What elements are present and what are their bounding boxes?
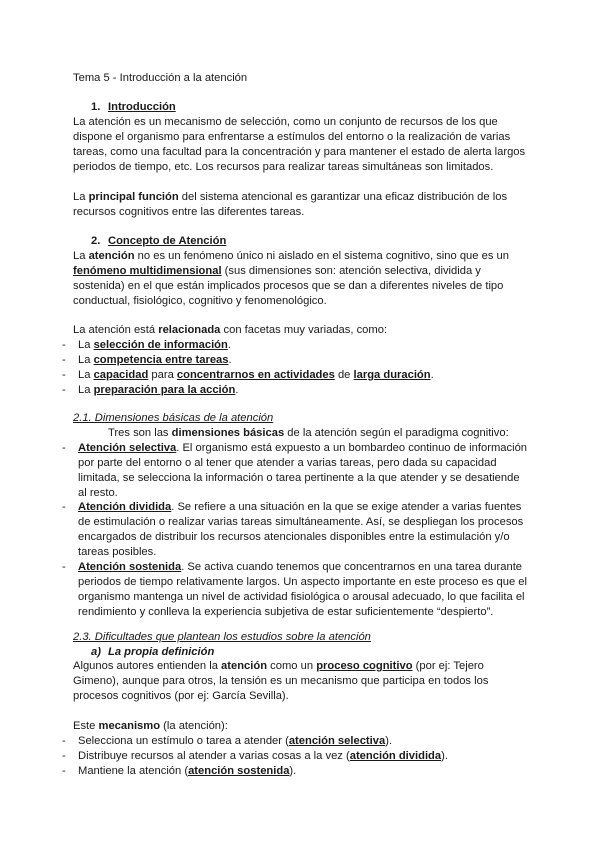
paragraph-line: dispone el organismo para enfrentarse a estímulos del entorno o la realización de varias: [73, 131, 511, 143]
section-2-title: Concepto de Atención: [108, 235, 227, 247]
paragraph-line: por parte del entorno o al tener que atender a varias tareas, pero dada su capacidad: [78, 457, 497, 469]
paragraph-line: tareas posibles.: [78, 546, 157, 558]
paragraph-line: tareas, como una facultad para la concentración y para mantener el estado de alerta largos: [73, 146, 526, 158]
paragraph-line: Gimeno), aunque para otros, la tensión es un mecanismo que participa en todos los: [73, 675, 489, 687]
paragraph-line: La atención es un mecanismo de selección, como un conjunto de recursos de los que: [73, 116, 498, 128]
paragraph-line: procesos cognitivos (por ej: García Sevilla).: [73, 690, 289, 702]
paragraph-line: Algunos autores entienden la atención como un proceso cognitivo (por ej: Tejero: [73, 660, 484, 672]
subsection-2-3-heading: 2.3. Dificultades que plantean los estudios sobre la atención: [73, 631, 371, 643]
bold-term: principal función: [88, 191, 179, 203]
paragraph-line: organismo mantenga un nivel de actividad fisiológica o arousal adecuado, lo que facilita el: [78, 591, 525, 603]
paragraph-line: conductual, fisiológico, cognitivo y fenomenológico.: [73, 295, 327, 307]
paragraph-line: encargados de distribuir los recursos atencionales disponibles entre la estimulación y/o: [78, 531, 510, 543]
section-2-number: 2.: [91, 235, 101, 247]
paragraph-line: sostenida) en el que están implicados procesos que se dan a diferentes niveles de tipo: [73, 280, 504, 292]
paragraph-line: periodos de tiempo, etc. Los recursos para realizar tareas simultáneas son limitados.: [73, 161, 494, 173]
paragraph-line: periodos de tiempo relativamente largos. Un aspecto importante en este proceso es que el: [78, 576, 528, 588]
section-1-number: 1.: [91, 101, 101, 113]
paragraph-line: recursos cognitivos entre las diferentes tareas.: [73, 206, 305, 218]
paragraph-line: Tres son las dimensiones básicas de la atención según el paradigma cognitivo:: [108, 427, 509, 439]
paragraph-line: La atención está relacionada con facetas muy variadas, como:: [73, 324, 388, 336]
paragraph-line: La atención no es un fenómeno único ni aislado en el sistema cognitivo, sino que es un: [73, 250, 509, 262]
paragraph-line: al resto.: [78, 487, 118, 499]
document-page: Tema 5 - Introducción a la atención 1. Introducción La atención es un mecanismo de selección, como un conjunto de recursos de los que dispone el organismo para enfrentarse a estímulos del entorno o la realización de varias tareas, como una facultad para la concentración y para mantener el estado de alerta largos periodos de tiempo, etc. Los recursos para realizar tareas simultáneas son limitados. La principal función del sistema atencional es garantizar una eficaz distribución de los recursos cognitivos entre las diferentes tareas. 2. Concepto de Atención La atención no es un fenómeno único ni aislado en el sistema cognitivo, sino que es un fenómeno multidimensional (sus dimensiones son: atención selectiva, dividida y sostenida) en el que están implicados procesos que se dan a diferentes niveles de tipo conductual, fisiológico, cognitivo y fenomenológico. La atención está relacionada con facetas muy variadas, como: - La selección de información. - La competencia entre tareas. - La capacidad para concentrarnos en actividades de larga duración. - La preparación para la acción. 2.1. Dimensiones básicas de la atención Tres son las dimensiones básicas de la atención según el paradigma cognitivo: - Atención selectiva. El organismo está expuesto a un bombardeo continuo de información por parte del entorno o al tener que atender a varias tareas, pero dada su capacidad limitada, se selecciona la información o tarea pertinente a la que atender y se desatiende al resto. - Atención dividida. Se refiere a una situación en la que se exige atender a varias fuentes de estimulación o realizar varias tareas simultáneamente. Así, se despliegan los procesos encargados de distribuir los recursos atencionales disponibles entre la estimulación y/o tareas posibles. - Atención sostenida. Se activa cuando tenemos que concentrarnos en una tarea durante periodos de tiempo relativamente largos. Un aspecto importante en este proceso es que el organismo mantenga un nivel de actividad fisiológica o arousal adecuado, lo que facilita el rendimiento y conlleva la experiencia subjetiva de estar suficientemente “despierto”. 2.3. Dificultades que plantean los estudios sobre la atención a) La propia definición Algunos autores entienden la atención como un proceso cognitivo (por ej: Tejero Gimeno), aunque para otros, la tensión es un mecanismo que participa en todos los procesos cognitivos (por ej: García Sevilla). Este mecanismo (la atención): - Selecciona un estímulo o tarea a atender (atención selectiva). - Distribuye recursos al atender a varias cosas a la vez (atención dividida). - Mantiene la atención (atención sostenida).: [62, 72, 528, 777]
subsection-2-1-heading: 2.1. Dimensiones básicas de la atención: [73, 412, 274, 424]
paragraph-line: La principal función del sistema atencional es garantizar una eficaz distribución de los: [73, 191, 508, 203]
paragraph-line: Este mecanismo (la atención):: [73, 720, 228, 732]
section-1-title: Introducción: [108, 101, 176, 113]
document-title: Tema 5 - Introducción a la atención: [73, 72, 248, 84]
bold-underlined-term: fenómeno multidimensional: [73, 265, 222, 277]
paragraph-line: de estimulación o realizar varias tareas simultáneamente. Así, se despliegan los procesos: [78, 516, 524, 528]
paragraph-line: rendimiento y conlleva la experiencia subjetiva de estar suficientemente “despierto”.: [78, 606, 494, 618]
paragraph-line: fenómeno multidimensional (sus dimensiones son: atención selectiva, dividida y: [73, 265, 481, 277]
paragraph-line: limitada, se selecciona la información o tarea pertinente a la que atender y se desatiende: [78, 472, 520, 484]
